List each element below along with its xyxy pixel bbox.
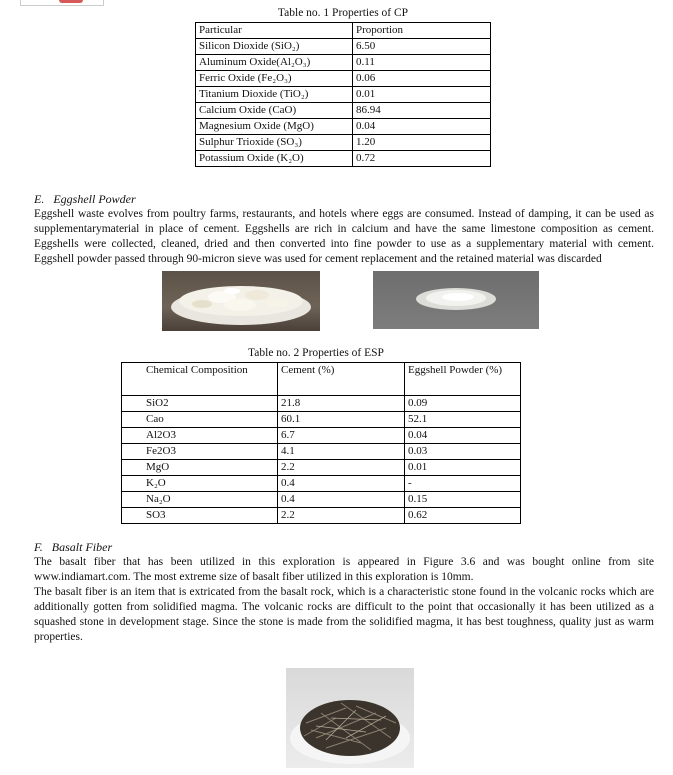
table-cell: Al2O3 [122,428,278,444]
table-cell: 0.15 [405,492,521,508]
table-row [122,444,521,460]
table-row [196,71,491,87]
table-cell: 0.11 [353,55,491,71]
table-row [196,151,491,167]
table-cell: SiO2 [122,396,278,412]
table-cell: MgO [122,460,278,476]
table-row [122,508,521,524]
table-cell: 52.1 [405,412,521,428]
table-row [122,428,521,444]
table-cell: 1.20 [353,135,491,151]
section-f-paragraph-2: The basalt fiber is an item that is extricated from the basalt rock, which is a characteristic stone found in the volcanic rocks which are additionally gotten from solidified magma. The volcanic rocks are difficult to the point that occasionally it has been utilized as a squashed stone in development stage. Since the stone is made from the solidified magma, it has best toughness, quality just as warm properties. [34,586,654,643]
table-cell: Potassium Oxide (K₂O) [196,151,353,167]
table-cell: 86.94 [353,103,491,119]
table-cell: Aluminum Oxide(Al₂O₃) [196,55,353,71]
table-header-cell: Eggshell Powder (%) [405,363,521,396]
table-header-row [122,363,521,396]
table-row [122,412,521,428]
table-cell: Na₂O [122,492,278,508]
table-header-row [196,23,491,39]
table-header-cell: Chemical Composition [122,363,278,396]
table-header-cell: Cement (%) [278,363,405,396]
table-cell: Magnesium Oxide (MgO) [196,119,353,135]
table-cell: 0.04 [405,428,521,444]
powder-pile-illustration [373,271,539,329]
table-cell: 0.01 [405,460,521,476]
table-cell: 0.01 [353,87,491,103]
table-cell: 6.50 [353,39,491,55]
section-f-heading: F. Basalt Fiber [34,540,113,554]
table-row [196,55,491,71]
table-cell: 0.04 [353,119,491,135]
table-row [196,87,491,103]
table-cell: 2.2 [278,460,405,476]
table-cell: Calcium Oxide (CaO) [196,103,353,119]
table-cell: 6.7 [278,428,405,444]
table-row [122,492,521,508]
table-cell: Fe2O3 [122,444,278,460]
table-cell: Ferric Oxide (Fe₂O₃) [196,71,353,87]
table-cell: SO3 [122,508,278,524]
table-cell: 0.4 [278,492,405,508]
table-row [196,103,491,119]
table-header-cell: Proportion [353,23,491,39]
eggshell-pile-illustration [162,271,320,331]
table-row [122,476,521,492]
table2 [121,362,521,524]
table-cell: 60.1 [278,412,405,428]
section-e-paragraph: Eggshell waste evolves from poultry farms, restaurants, and hotels where eggs are consumed. Instead of damping, it can be used as supplementarymaterial in place of cement. Eggshells are rich in calcium and have the same limestone composition as cement. Eggshells were collected, cleaned, dried and then converted into fine powder to use as a supplementary material with cement. Eggshell powder passed through 90-micron sieve was used for cement replacement and the retained material was discarded [34,208,654,265]
eggshell-powder-photo [373,271,539,329]
table1-caption: Table no. 1 Properties of CP [277,7,409,19]
table-cell: 0.03 [405,444,521,460]
table-cell: 4.1 [278,444,405,460]
section-f-paragraph-1: The basalt fiber that has been utilized in this exploration is appeared in Figure 3.6 and was bought online from site www.indiamart.com. The most extreme size of basalt fiber utilized in this exploration is 10mm. [34,556,654,583]
table-row [196,135,491,151]
table-cell: 0.72 [353,151,491,167]
basalt-fiber-photo [286,668,414,768]
table-row [196,119,491,135]
table-cell: Sulphur Trioxide (SO₃) [196,135,353,151]
table-cell: K₂O [122,476,278,492]
table-cell: - [405,476,521,492]
table-cell: 0.06 [353,71,491,87]
table-cell: 21.8 [278,396,405,412]
table-cell: 2.2 [278,508,405,524]
section-e-heading: E. Eggshell Powder [34,192,136,206]
table-row [122,460,521,476]
table2-caption: Table no. 2 Properties of ESP [248,347,384,359]
table-cell: Silicon Dioxide (SiO₂) [196,39,353,55]
table-cell: Cao [122,412,278,428]
table-cell: 0.09 [405,396,521,412]
table-header-cell: Particular [196,23,353,39]
table-row [122,396,521,412]
eggshell-photo [162,271,320,331]
table-cell: Titanium Dioxide (TiO₂) [196,87,353,103]
table-row [196,39,491,55]
table-cell: 0.4 [278,476,405,492]
fiber-pile-illustration [286,668,414,768]
top-image-fragment [20,0,104,6]
table-cell: 0.62 [405,508,521,524]
table1 [195,22,491,167]
